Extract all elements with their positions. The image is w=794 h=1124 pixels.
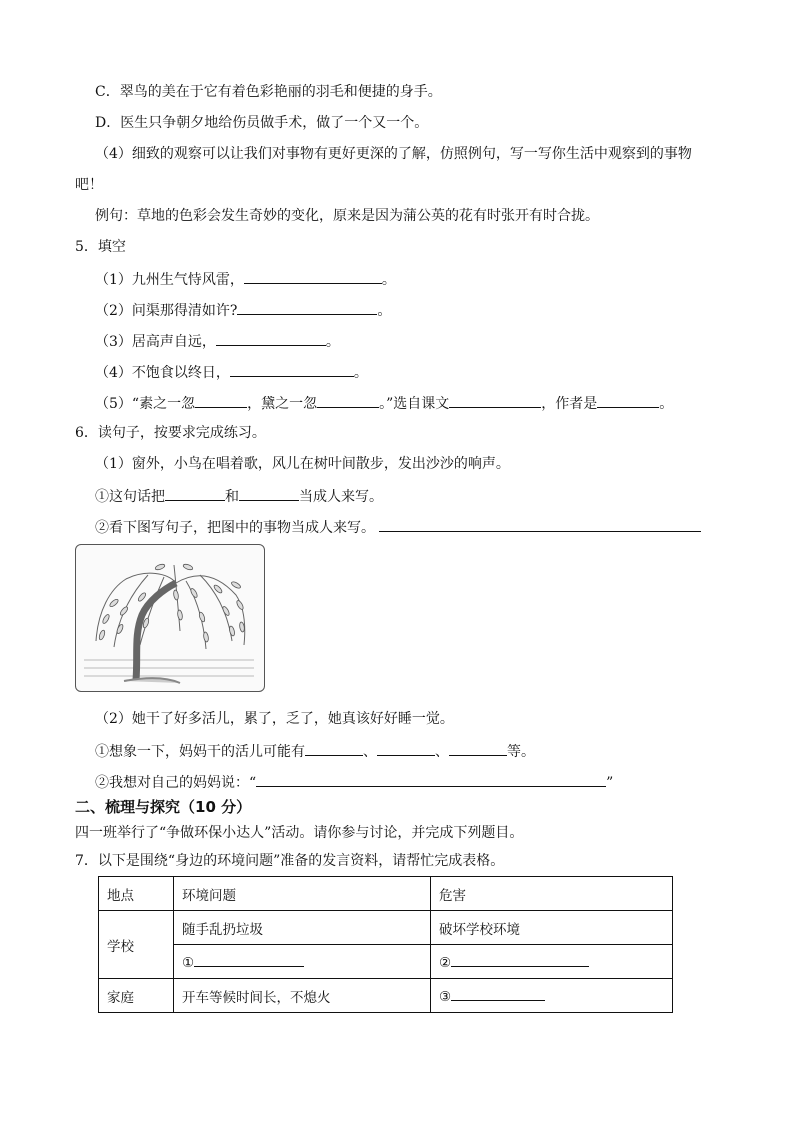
q6-1b xyxy=(95,517,701,537)
table-row xyxy=(99,945,673,979)
period: 。 xyxy=(659,396,674,412)
environment-table xyxy=(98,876,673,1013)
example-sentence: 例句：草地的色彩会发生奇妙的变化，原来是因为蒲公英的花有时张开有时合拢。 xyxy=(95,208,599,224)
q6-1b-text: ②看下图写句子，把图中的事物当成人来写。 xyxy=(95,520,375,536)
q5-item-5 xyxy=(95,393,673,413)
q5-item-5-text-b: ，黛之一忽 xyxy=(247,396,318,412)
q6-2b xyxy=(95,772,613,792)
q6-1a xyxy=(95,486,383,506)
q5-title: 5．填空 xyxy=(75,239,126,255)
answer-blank[interactable] xyxy=(256,772,606,787)
separator: 、 xyxy=(435,744,449,760)
section-2-intro: 四一班举行了“争做环保小达人”活动。请你参与讨论，并完成下列题目。 xyxy=(75,825,524,841)
cell-school-harm: 破坏学校环境 xyxy=(431,911,673,945)
answer-blank[interactable] xyxy=(195,393,247,408)
option-d: D．医生只争朝夕地给伤员做手术，做了一个又一个。 xyxy=(95,115,429,131)
section-2-heading: 二、梳理与探究（10 分） xyxy=(75,798,252,816)
q6-title: 6．读句子，按要求完成练习。 xyxy=(75,425,266,441)
period: 。 xyxy=(325,334,340,350)
mark-1: ① xyxy=(182,955,195,971)
q4-prompt-cont: 吧！ xyxy=(75,177,103,193)
header-place: 地点 xyxy=(99,877,174,911)
cell-school: 学校 xyxy=(99,911,174,979)
answer-blank[interactable] xyxy=(451,986,545,1001)
q6-2a-end: 等。 xyxy=(507,744,535,760)
answer-blank[interactable] xyxy=(230,362,354,377)
mark-2: ② xyxy=(439,955,452,971)
q6-1a-text: ①这句话把 xyxy=(95,489,165,505)
q6-1a-and: 和 xyxy=(225,489,239,505)
answer-blank[interactable] xyxy=(239,486,299,501)
period: 。 xyxy=(381,272,396,288)
q5-item-5-text-d: ，作者是 xyxy=(541,396,598,412)
q5-item-2 xyxy=(95,300,391,320)
cell-blank-3 xyxy=(431,979,673,1013)
table-row xyxy=(99,877,673,911)
mark-3: ③ xyxy=(439,989,452,1005)
header-problem: 环境问题 xyxy=(174,877,431,911)
q5-item-1 xyxy=(95,269,396,289)
answer-blank[interactable] xyxy=(194,952,304,967)
q5-item-4 xyxy=(95,362,368,382)
q5-item-4-text: （4）不饱食以终日， xyxy=(95,365,230,381)
answer-blank[interactable] xyxy=(317,393,379,408)
q5-item-3-text: （3）居高声自远， xyxy=(95,334,216,350)
cell-blank-2 xyxy=(431,945,673,979)
q5-item-5-text-a: （5）“素之一忽 xyxy=(95,396,196,412)
period: 。 xyxy=(377,303,392,319)
answer-blank[interactable] xyxy=(377,741,435,756)
q5-item-3 xyxy=(95,331,340,351)
answer-blank[interactable] xyxy=(597,393,659,408)
answer-blank[interactable] xyxy=(244,269,382,284)
cell-home: 家庭 xyxy=(99,979,174,1013)
answer-blank[interactable] xyxy=(449,393,541,408)
willow-tree-drawing xyxy=(76,545,263,690)
q5-item-1-text: （1）九州生气恃风雷， xyxy=(95,272,244,288)
answer-blank[interactable] xyxy=(379,517,701,532)
cell-home-problem: 开车等候时间长，不熄火 xyxy=(174,979,431,1013)
q6-2b-end: ” xyxy=(606,775,614,791)
q6-2a xyxy=(95,741,535,761)
answer-blank[interactable] xyxy=(216,331,326,346)
answer-blank[interactable] xyxy=(165,486,225,501)
q6-2a-text: ①想象一下，妈妈干的活儿可能有 xyxy=(95,744,305,760)
table-row xyxy=(99,979,673,1013)
cell-school-problem: 随手乱扔垃圾 xyxy=(174,911,431,945)
q6-1a-end: 当成人来写。 xyxy=(299,489,383,505)
willow-tree-picture xyxy=(75,544,265,692)
answer-blank[interactable] xyxy=(305,741,363,756)
answer-blank[interactable] xyxy=(449,741,507,756)
header-harm: 危害 xyxy=(431,877,673,911)
separator: 、 xyxy=(363,744,377,760)
table-row xyxy=(99,911,673,945)
period: 。 xyxy=(353,365,368,381)
answer-blank[interactable] xyxy=(451,952,589,967)
option-c: C．翠鸟的美在于它有着色彩艳丽的羽毛和便捷的身手。 xyxy=(95,84,442,100)
q7-prompt: 7．以下是围绕“身边的环境问题”准备的发言资料，请帮忙完成表格。 xyxy=(75,853,505,869)
q5-item-2-text: （2）问渠那得清如许? xyxy=(95,303,238,319)
q5-item-5-text-c: 。”选自课文 xyxy=(379,396,450,412)
q6-2-sentence: （2）她干了好多活儿，累了，乏了，她真该好好睡一觉。 xyxy=(95,711,454,727)
q6-1-sentence: （1）窗外，小鸟在唱着歌，风儿在树叶间散步，发出沙沙的响声。 xyxy=(95,456,510,472)
q4-prompt: （4）细致的观察可以让我们对事物有更好更深的了解，仿照例句，写一写你生活中观察到的事物 xyxy=(95,146,692,162)
q6-2b-text: ②我想对自己的妈妈说：“ xyxy=(95,775,257,791)
cell-blank-1 xyxy=(174,945,431,979)
answer-blank[interactable] xyxy=(237,300,377,315)
